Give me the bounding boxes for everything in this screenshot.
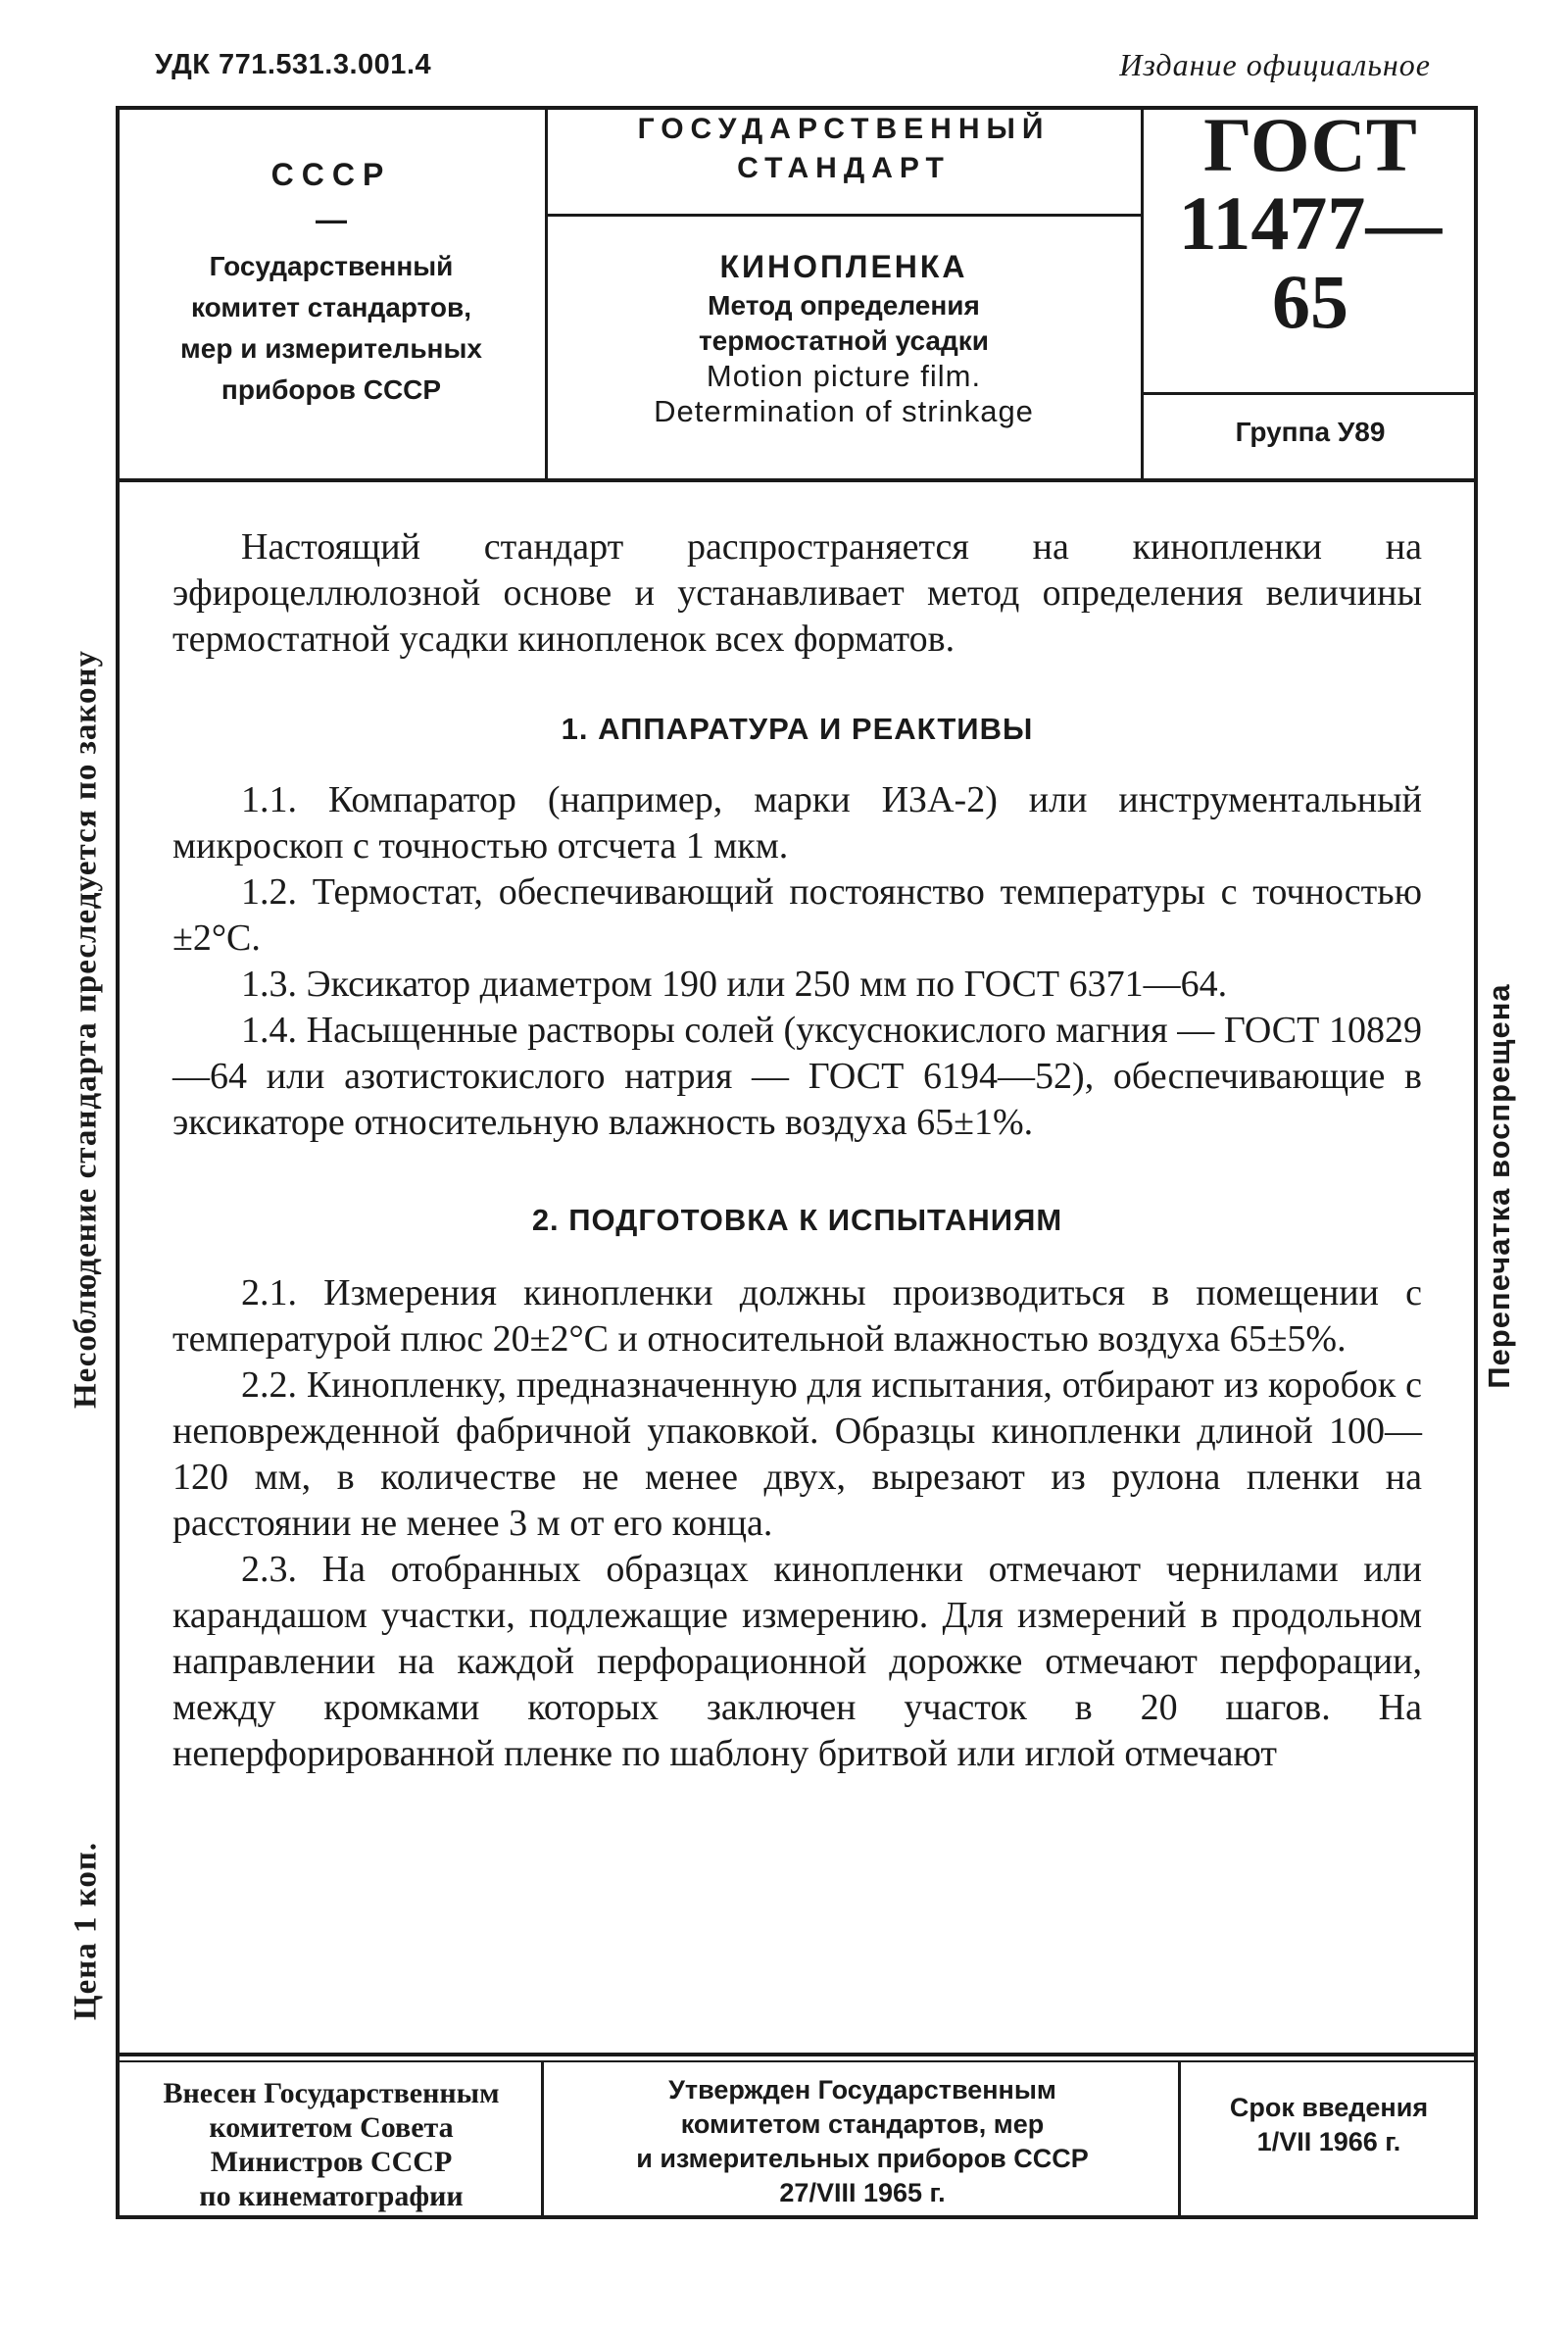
english-title-line: Motion picture film. xyxy=(706,359,982,393)
committee-line: приборов СССР xyxy=(220,374,442,405)
approved-by-block xyxy=(549,2073,1176,2210)
clause-2-2: 2.2. Кинопленку, предназначенную для испытания, отбирают из коробок с неповрежденной фабричной упаковкой. Образцы кинопленки длиной 100—120 мм, в количестве не менее двух, вырезают из рулона пленки на расстоянии не менее 3 м от его конца. xyxy=(172,1364,1422,1544)
introduced-by-line: Внесен Государственным xyxy=(163,2077,500,2109)
udk-code: УДК 771.531.3.001.4 xyxy=(155,49,432,80)
approved-by-line: Утвержден Государственным xyxy=(668,2075,1056,2105)
edition-note: Издание официальное xyxy=(1119,47,1431,82)
introduced-by-line: по кинематографии xyxy=(199,2180,464,2212)
legal-notice-vertical: Несоблюдение стандарта преследуется по закону xyxy=(68,650,104,1409)
method-title-line: термостатной усадки xyxy=(698,325,990,356)
frame-footer-top-line xyxy=(116,2053,1478,2056)
clause-2-1: 2.1. Измерения кинопленки должны производиться в помещении с температурой плюс 20±2°С и относительной влажностью воздуха 65±5%. xyxy=(172,1272,1422,1360)
gost-label: ГОСТ xyxy=(1203,102,1417,187)
header-group-separator xyxy=(1141,392,1478,395)
introduced-by-line: Министров СССР xyxy=(210,2146,453,2178)
header-middle-separator xyxy=(545,214,1144,217)
section-1-heading: 1. АППАРАТУРА И РЕАКТИВЫ xyxy=(561,712,1034,746)
frame-left-line xyxy=(116,106,120,2219)
country-name: СССР xyxy=(270,157,392,192)
standard-type-line: СТАНДАРТ xyxy=(737,152,951,184)
clause-1-4: 1.4. Насыщенные растворы солей (уксуснокислого магния — ГОСТ 10829—64 или азотистокислого натрия — ГОСТ 6194—52), обеспечивающие в эксикаторе относительную влажность воздуха 65±1%. xyxy=(172,1010,1422,1143)
clause-1-3: 1.3. Эксикатор диаметром 190 или 250 мм по ГОСТ 6371—64. xyxy=(241,964,1228,1005)
committee-line: Государственный xyxy=(209,251,454,281)
approved-by-line: 27/VIII 1965 г. xyxy=(779,2178,946,2207)
header-divider-right xyxy=(1141,106,1144,480)
price-vertical: Цена 1 коп. xyxy=(68,1841,104,2021)
method-title-line: Метод определения xyxy=(708,290,980,321)
reprint-notice-vertical: Перепечатка воспрещена xyxy=(1482,983,1516,1389)
introduced-by-line: комитетом Совета xyxy=(209,2111,454,2144)
standard-type-line: ГОСУДАРСТВЕННЫЙ xyxy=(637,113,1051,145)
classification-group: Группа У89 xyxy=(1235,417,1386,447)
clause-1-1: 1.1. Компаратор (например, марки ИЗА-2) или инструментальный микроскоп с точностью отсчета 1 мкм. xyxy=(172,779,1422,867)
gost-number xyxy=(1145,102,1476,344)
standard-type-label xyxy=(549,110,1139,188)
frame-header-bottom-line xyxy=(116,478,1478,482)
committee-name xyxy=(116,246,547,411)
document-title-block xyxy=(549,245,1139,429)
english-title-line: Determination of strinkage xyxy=(654,394,1034,428)
effective-date-block xyxy=(1182,2091,1476,2159)
committee-line: мер и измерительных xyxy=(180,333,482,364)
effective-date-label: Срок введения xyxy=(1229,2093,1429,2122)
clause-2-3: 2.3. На отобранных образцах кинопленки отмечают чернилами или карандашом участки, подлежащие измерению. Для измерений в продольном направлении на каждой перфорационной дорожке отмечают перфорации, между кромками которых заключен участок в 20 шагов. На неперфорированной пленке по шаблону бритвой или иглой отмечают xyxy=(172,1549,1422,1774)
clause-1-2: 1.2. Термостат, обеспечивающий постоянство температуры с точностью ±2°С. xyxy=(172,871,1422,959)
effective-date-value: 1/VII 1966 г. xyxy=(1256,2127,1401,2156)
document-body xyxy=(172,524,1422,1777)
footer-divider-right xyxy=(1178,2062,1181,2215)
document-title: КИНОПЛЕНКА xyxy=(719,249,968,284)
section-2-heading: 2. ПОДГОТОВКА К ИСПЫТАНИЯМ xyxy=(531,1203,1063,1237)
committee-line: комитет стандартов, xyxy=(190,292,471,322)
frame-bottom-line xyxy=(116,2215,1478,2219)
approved-by-line: и измерительных приборов СССР xyxy=(636,2144,1089,2173)
approved-by-line: комитетом стандартов, мер xyxy=(680,2109,1045,2139)
introduced-by-block xyxy=(116,2076,547,2213)
frame-footer-inner-line xyxy=(116,2060,1478,2062)
country-dash: — xyxy=(316,202,347,237)
issuing-authority-block xyxy=(116,157,547,411)
intro-paragraph: Настоящий стандарт распространяется на кинопленки на эфироцеллюлозной основе и устанавливает метод определения величины термостатной усадки кинопленок всех форматов. xyxy=(172,526,1422,660)
gost-code: 11477—65 xyxy=(1178,180,1443,344)
